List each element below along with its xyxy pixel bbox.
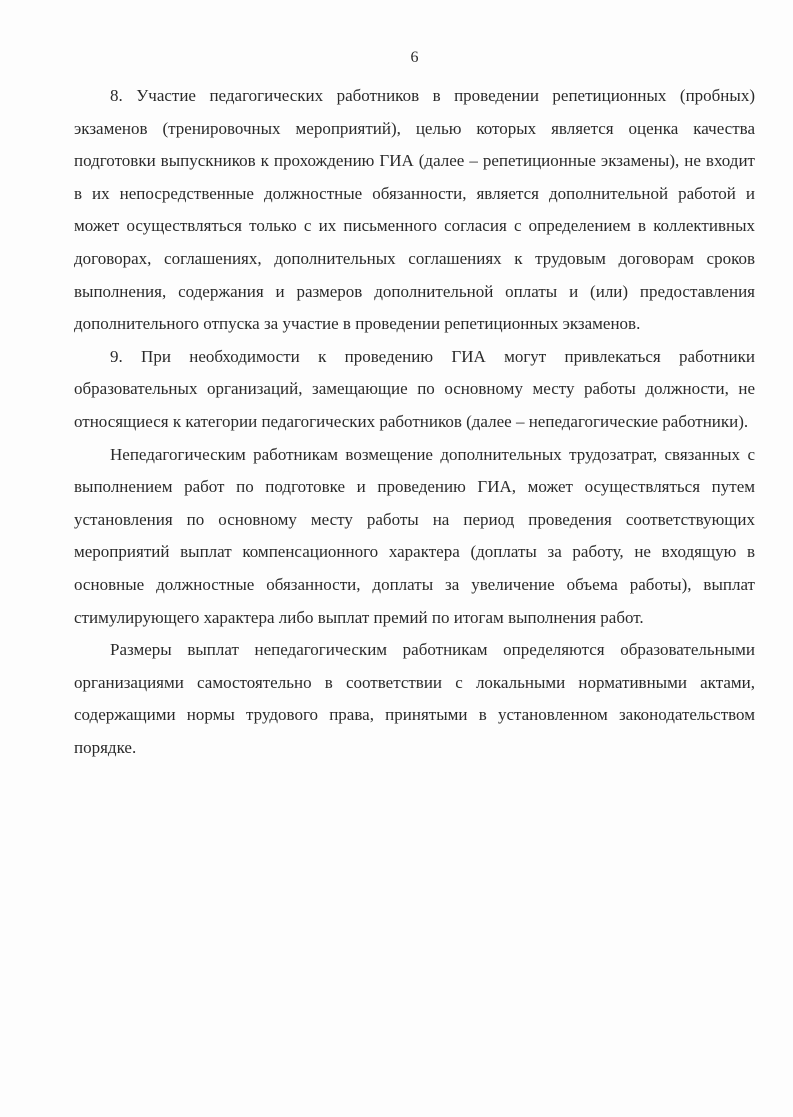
paragraph-compensation: Непедагогическим работникам возмещение дополнительных трудозатрат, связанных с выполнением работ по подготовке и проведению ГИА, может осуществляться путем установления по основному месту работы на период проведения соответствующих мероприятий выплат компенсационного характера (доплаты за работу, не входящую в основные должностные обязанности, доплаты за увеличение объема работы), выплат стимулирующего характера либо выплат премий по итогам выполнения работ. [74,444,755,627]
paragraph-payment-sizes: Размеры выплат непедагогическим работникам определяются образовательными организациями самостоятельно в соответствии с локальными нормативными актами, содержащими нормы трудового права, принятыми в установленном законодательством порядке. [74,640,755,757]
paragraph-9: 9. При необходимости к проведению ГИА могут привлекаться работники образовательных организаций, замещающие по основному месту работы должности, не относящиеся к категории педагогических работников (далее – непедагогические работники). [74,346,755,431]
paragraph-8: 8. Участие педагогических работников в проведении репетиционных (пробных) экзаменов (тренировочных мероприятий), целью которых является оценка качества подготовки выпускников к прохождению ГИА (далее – репетиционные экзамены), не входит в их непосредственные должностные обязанности, является дополнительной работой и может осуществляться только с их письменного согласия с определением в коллективных договорах, соглашениях, дополнительных соглашениях к трудовым договорам сроков выполнения, содержания и размеров дополнительной оплаты и (или) предоставления дополнительного отпуска за участие в проведении репетиционных экзаменов. [74,86,755,334]
page-number: 6 [410,49,419,66]
document-body [74,80,755,764]
